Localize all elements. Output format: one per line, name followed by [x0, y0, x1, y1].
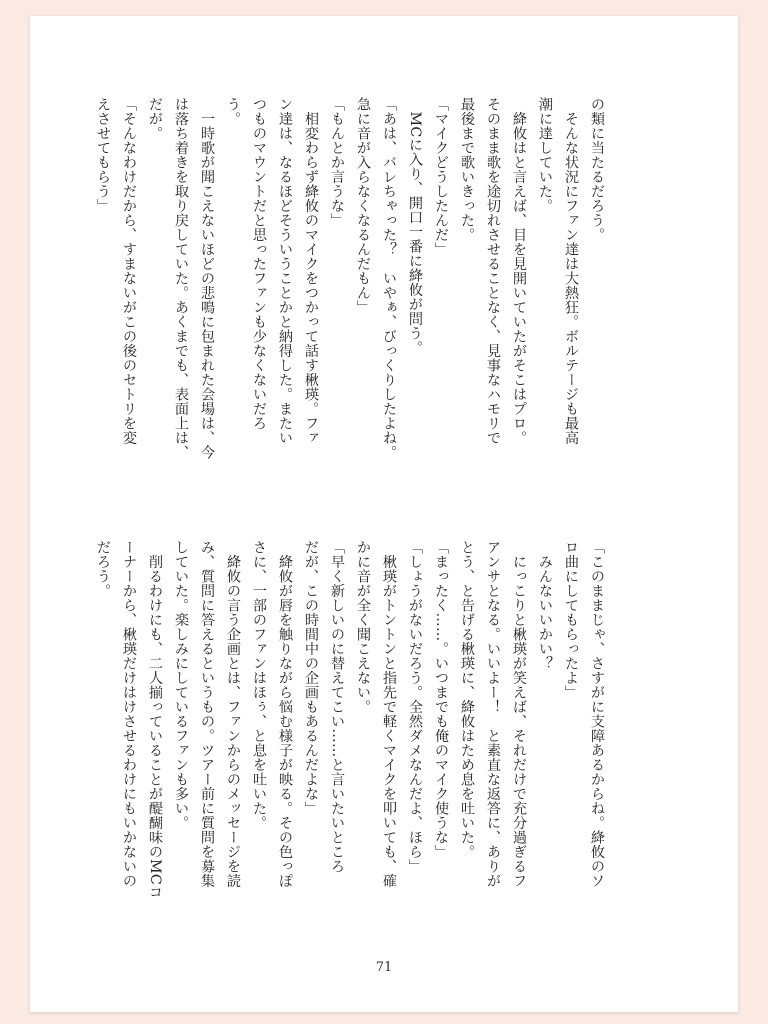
- text-line: の類に当たるだろう。: [589, 97, 605, 242]
- text-line: 「早く新しいのに替えてこい……と言いたいところ: [329, 540, 345, 874]
- text-line: 「このままじゃ、さすがに支障あるからね。絳攸のソ: [589, 540, 605, 888]
- text-line: えさせてもらう」: [95, 97, 111, 213]
- text-column-top: [95, 97, 610, 517]
- text-line: 絳攸はと言えば、目を見開いていたがそこはプロ。: [511, 97, 527, 445]
- text-line: 絳攸が唇を触りながら悩む様子が映る。その色っぽ: [277, 540, 293, 888]
- text-line: 相変わらず絳攸のマイクをつかって話す楸瑛。ファ: [303, 97, 319, 445]
- text-line: 楸瑛がトントンと指先で軽くマイクを叩いても、確: [381, 540, 397, 888]
- text-line: は落ち着きを取り戻していた。あくまでも、表面上は、: [173, 97, 189, 460]
- text-line: 「あは、バレちゃった？ いやぁ、びっくりしたよね。: [381, 97, 397, 460]
- page-number: 71: [375, 960, 393, 975]
- text-line: ーナーから、楸瑛だけはけさせるわけにもいかないの: [121, 540, 137, 888]
- text-line: 最後まで歌いきった。: [459, 97, 475, 242]
- text-line: さに、一部のファンはほぅ、と息を吐いた。: [251, 540, 267, 830]
- text-line: う。: [225, 97, 241, 126]
- text-line: MCに入り、開口一番に絳攸が問う。: [407, 97, 423, 355]
- text-line: かに音が全く聞こえない。: [355, 540, 371, 714]
- text-line: み、質問に答えるというもの。ツアー前に質問を募集: [199, 540, 215, 888]
- text-line: 絳攸の言う企画とは、ファンからのメッセージを読: [225, 540, 241, 888]
- text-line: だが。: [147, 97, 163, 141]
- text-line: 「まったく……。いつまでも俺のマイク使うな」: [433, 540, 449, 859]
- text-line: だろう。: [95, 540, 111, 598]
- text-line: 削るわけにも、二人揃っていることが醍醐味のMCコ: [147, 540, 163, 900]
- text-line: 「もんとか言うな」: [329, 97, 345, 228]
- text-line: 一時歌が聞こえないほどの悲鳴に包まれた会場は、今: [199, 97, 215, 460]
- text-line: にっこりと楸瑛が笑えば、それだけで充分過ぎるフ: [511, 540, 527, 888]
- text-line: 潮に達していた。: [537, 97, 553, 213]
- text-line: していた。楽しみにしているファンも多い。: [173, 540, 189, 830]
- text-line: ロ曲にしてもらったよ」: [563, 540, 579, 700]
- text-line: みんないいかい？: [537, 540, 553, 671]
- book-page: [30, 16, 738, 1012]
- text-line: 「マイクどうしたんだ」: [433, 97, 449, 257]
- text-line: ン達は、なるほどそういうことかと納得した。またい: [277, 97, 293, 445]
- text-line: アンサとなる。いいよー！ と素直な返答に、ありが: [485, 540, 501, 888]
- text-column-bottom: [95, 540, 610, 960]
- text-line: 「そんなわけだから、すまないがこの後のセトリを変: [121, 97, 137, 445]
- text-line: そんな状況にファン達は大熱狂。ボルテージも最高: [563, 97, 579, 445]
- text-line: だが、この時間中の企画もあるんだよな」: [303, 540, 319, 816]
- text-line: 「しょうがないだろう。全然ダメなんだよ、ほら」: [407, 540, 423, 874]
- text-line: つものマウントだと思ったファンも少なくないだろ: [251, 97, 267, 431]
- text-line: とう、と告げる楸瑛に、絳攸はため息を吐いた。: [459, 540, 475, 859]
- text-line: そのまま歌を途切れさせることなく、見事なハモリで: [485, 97, 501, 445]
- text-line: 急に音が入らなくなるんだもん」: [355, 97, 371, 315]
